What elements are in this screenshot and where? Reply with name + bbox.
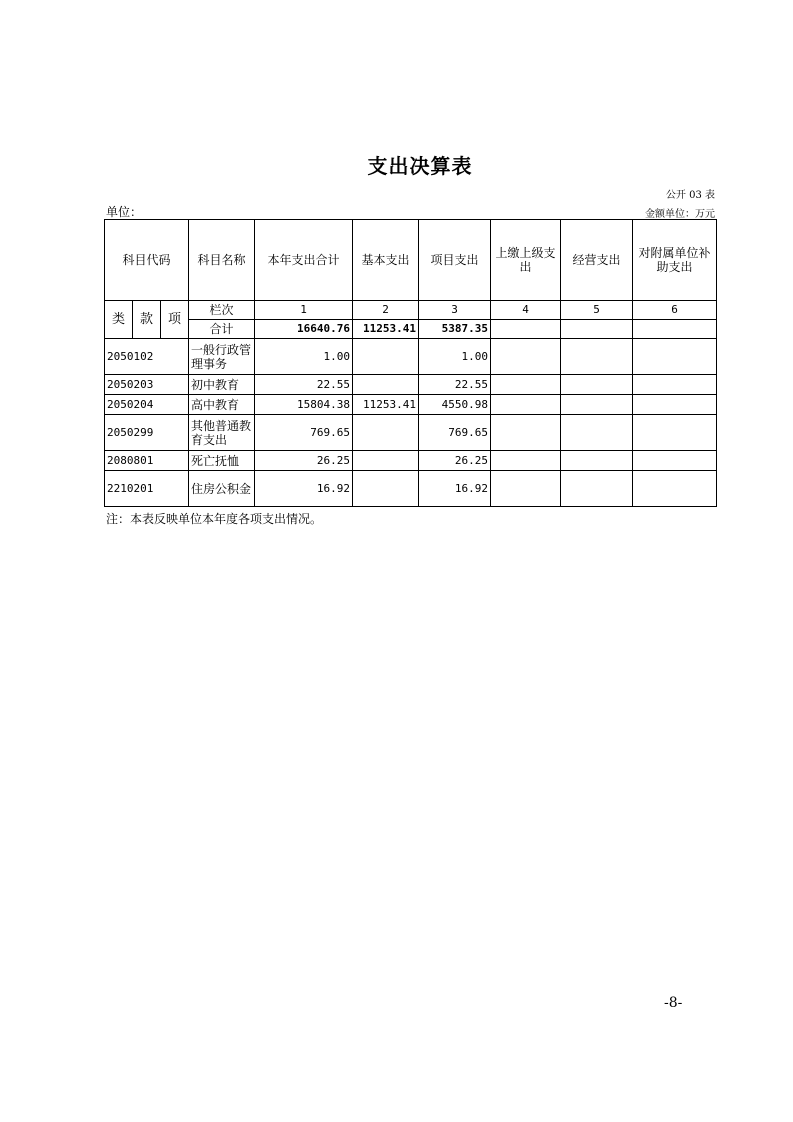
sum-label: 合计 [189, 320, 255, 339]
row-code: 2080801 [105, 451, 189, 471]
row-basic [353, 375, 419, 395]
amount-unit: 金额单位：万元 [645, 209, 715, 220]
header-lei: 类 [105, 301, 133, 339]
header-row [105, 220, 717, 301]
header-business: 经营支出 [561, 220, 633, 301]
header-name: 科目名称 [189, 220, 255, 301]
row-project: 769.65 [419, 415, 491, 451]
row-code: 2050204 [105, 395, 189, 415]
row-name: 初中教育 [189, 375, 255, 395]
row-name: 一般行政管理事务 [189, 339, 255, 375]
row-basic [353, 471, 419, 507]
row-code: 2050299 [105, 415, 189, 451]
table-row [105, 451, 717, 471]
header-xiang: 项 [161, 301, 189, 339]
upper-sum [491, 320, 561, 339]
table-row [105, 471, 717, 507]
header-subsidy: 对附属单位补助支出 [633, 220, 717, 301]
table-note: 注：本表反映单位本年度各项支出情况。 [106, 512, 323, 526]
col-number: 6 [633, 301, 717, 320]
row-basic [353, 339, 419, 375]
totals-row [105, 320, 717, 339]
header-project: 项目支出 [419, 220, 491, 301]
header-total: 本年支出合计 [255, 220, 353, 301]
page-title: 支出决算表 [367, 154, 473, 178]
row-project: 4550.98 [419, 395, 491, 415]
header-basic: 基本支出 [353, 220, 419, 301]
project-sum: 5387.35 [419, 320, 491, 339]
row-basic [353, 451, 419, 471]
table-row [105, 375, 717, 395]
form-number: 公开 03 表 [665, 190, 715, 201]
row-project: 16.92 [419, 471, 491, 507]
col-number: 3 [419, 301, 491, 320]
row-name: 死亡抚恤 [189, 451, 255, 471]
row-total: 1.00 [255, 339, 353, 375]
unit-label: 单位： [106, 205, 143, 219]
basic-sum: 11253.41 [353, 320, 419, 339]
subsidy-sum [633, 320, 717, 339]
row-total: 22.55 [255, 375, 353, 395]
row-project: 22.55 [419, 375, 491, 395]
col-number: 4 [491, 301, 561, 320]
row-code: 2050203 [105, 375, 189, 395]
row-name: 其他普通教育支出 [189, 415, 255, 451]
column-number-row [105, 301, 717, 320]
table-row [105, 395, 717, 415]
row-code: 2050102 [105, 339, 189, 375]
row-name: 住房公积金 [189, 471, 255, 507]
header-code: 科目代码 [105, 220, 189, 301]
header-kuan: 款 [133, 301, 161, 339]
row-total: 769.65 [255, 415, 353, 451]
row-code: 2210201 [105, 471, 189, 507]
table-row [105, 415, 717, 451]
total-sum: 16640.76 [255, 320, 353, 339]
header-upper: 上缴上级支出 [491, 220, 561, 301]
col-number: 1 [255, 301, 353, 320]
row-total: 15804.38 [255, 395, 353, 415]
row-total: 26.25 [255, 451, 353, 471]
row-project: 26.25 [419, 451, 491, 471]
row-no-label: 栏次 [189, 301, 255, 320]
row-name: 高中教育 [189, 395, 255, 415]
col-number: 2 [353, 301, 419, 320]
row-project: 1.00 [419, 339, 491, 375]
row-total: 16.92 [255, 471, 353, 507]
col-number: 5 [561, 301, 633, 320]
page-number: -8- [664, 995, 683, 1011]
business-sum [561, 320, 633, 339]
row-basic [353, 415, 419, 451]
table-row [105, 339, 717, 375]
expenditure-table [104, 219, 717, 507]
row-basic: 11253.41 [353, 395, 419, 415]
